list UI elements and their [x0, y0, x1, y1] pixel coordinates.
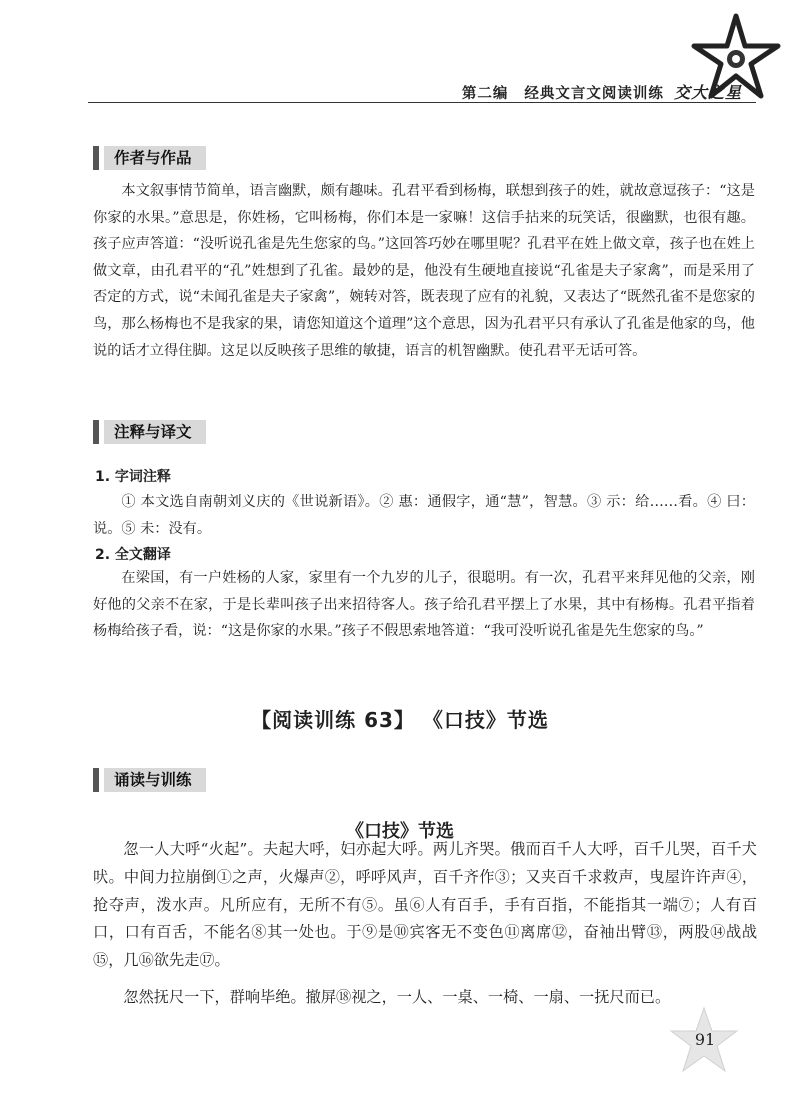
- header-title: 经典文言文阅读训练: [524, 86, 664, 102]
- subheading-translation: 2. 全文翻译: [95, 547, 171, 563]
- word-notes-paragraph: ① 本文选自南朝刘义庆的《世说新语》。② 惠：通假字，通“慧”，智慧。③ 示：给……看。④ 曰：说。⑤ 未：没有。: [93, 494, 755, 537]
- text-paragraph-1: 忽一人大呼“火起”。夫起大呼，妇亦起大呼。两儿齐哭。俄而百千人大呼，百千儿哭，百千犬吠。中间力拉崩倒①之声，火爆声②，呼呼风声，百千齐作③；又夹百千求救声，曳屋许许声④，抢夺声，泼水声。凡所应有，无所不有⑤。虽⑥人有百手，手有百指，不能指其一端⑦；人有百口，口有百舌，不能名⑧其一处也。于⑨是⑩宾客无不变色⑪离席⑫，奋袖出臂⑬，两股⑭战战⑮，几⑯欲先走⑰。: [93, 840, 757, 970]
- heading-label: 注释与译文: [104, 420, 206, 444]
- section-heading-recite-train: [93, 767, 206, 793]
- section-heading-author-works: [93, 145, 206, 171]
- page-number: 91: [694, 1030, 716, 1049]
- header-part: 第二编: [461, 86, 509, 102]
- author-works-paragraph: 本文叙事情节简单，语言幽默，颇有趣味。孔君平看到杨梅，联想到孩子的姓，就故意逗孩子：“这是你家的水果。”意思是，你姓杨，它叫杨梅，你们本是一家嘛！这信手拈来的玩笑话，很幽默，也很有趣。孩子应声答道：“没听说孔雀是先生您家的鸟。”这回答巧妙在哪里呢？孔君平在姓上做文章，孩子也在姓上做文章，由孔君平的“孔”姓想到了孔雀。最妙的是，他没有生硬地直接说“孔雀是夫子家禽”，而是采用了否定的方式，说“未闻孔雀是夫子家禽”，婉转对答，既表现了应有的礼貌，又表达了“既然孔雀不是您家的鸟，那么杨梅也不是我家的果，请您知道这个道理”这个意思，因为孔君平只有承认了孔雀是他家的鸟，他说的话才立得住脚。这足以反映孩子思维的敏捷，语言的机智幽默。使孔君平无话可答。: [93, 183, 755, 359]
- heading-bar: [93, 768, 99, 792]
- text-paragraph-2: 忽然抚尺一下，群响毕绝。撤屏⑱视之，一人、一桌、一椅、一扇、一抚尺而已。: [123, 988, 671, 1006]
- text-title: 《口技》节选: [346, 821, 454, 842]
- header-brand: 交大之星: [673, 83, 742, 102]
- article-title: 【阅读训练 63】 《口技》节选: [251, 708, 549, 732]
- heading-label: 作者与作品: [104, 146, 206, 170]
- header-rule: [88, 102, 756, 103]
- heading-label: 诵读与训练: [104, 768, 206, 792]
- section-heading-notes-translation: [93, 419, 206, 445]
- translation-paragraph: 在梁国，有一户姓杨的人家，家里有一个九岁的儿子，很聪明。有一次，孔君平来拜见他的父亲，刚好他的父亲不在家，于是长辈叫孩子出来招待客人。孩子给孔君平摆上了水果，其中有杨梅。孔君平指着杨梅给孩子看，说：“这是你家的水果。”孩子不假思索地答道：“我可没听说孔雀是先生您家的鸟。”: [93, 570, 755, 640]
- subheading-word-notes: 1. 字词注释: [95, 469, 171, 485]
- heading-bar: [93, 146, 99, 170]
- heading-bar: [93, 420, 99, 444]
- star-logo-icon: [684, 12, 788, 102]
